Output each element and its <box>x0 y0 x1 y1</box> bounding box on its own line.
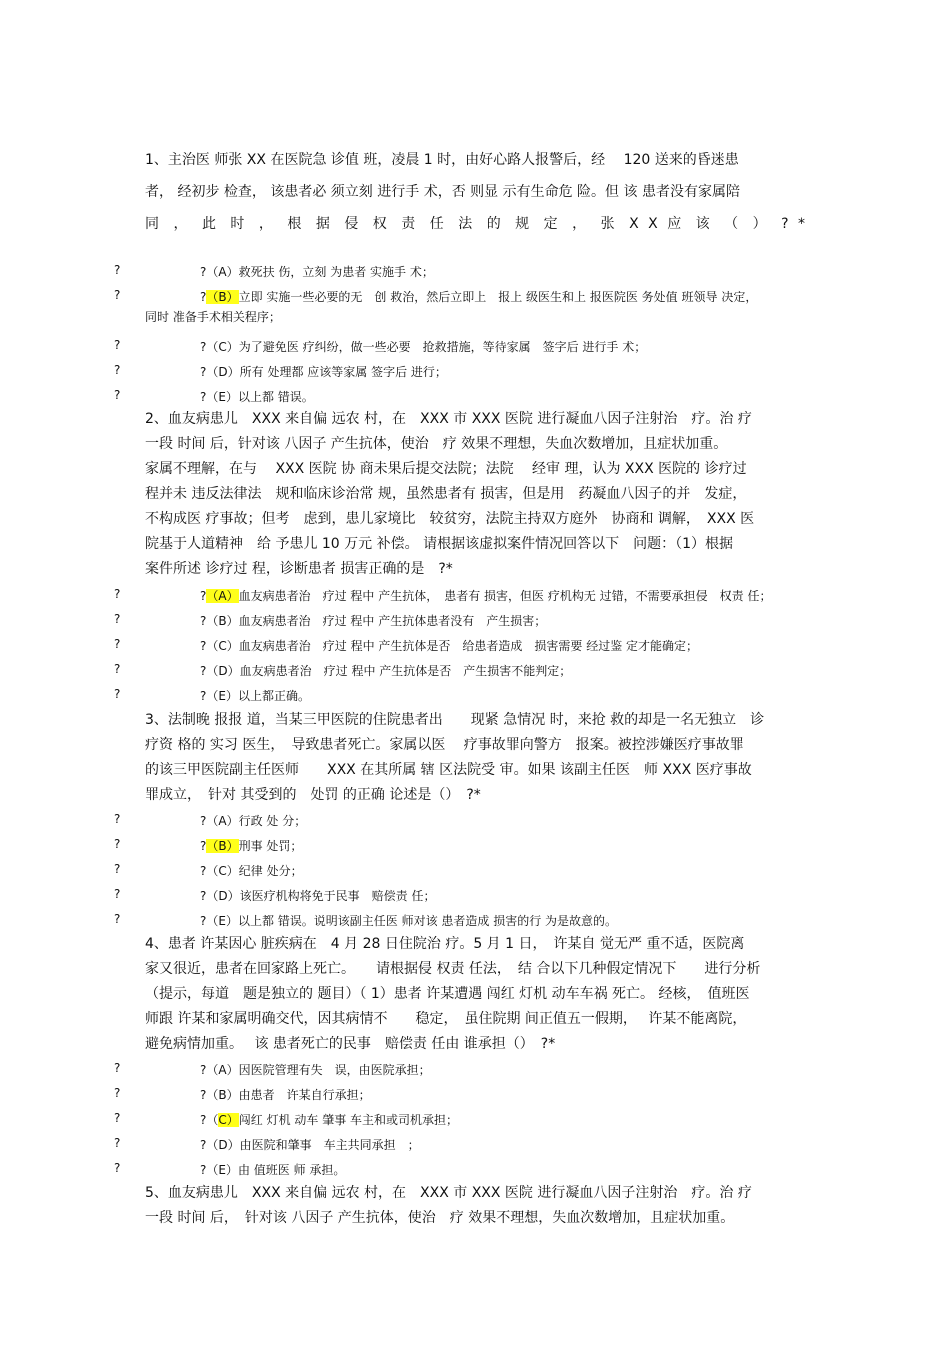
option-prefix: ?（D） <box>200 889 240 903</box>
option-highlight: （B） <box>206 839 239 853</box>
question-3-stem <box>145 708 805 808</box>
option-prefix: ? <box>200 290 207 304</box>
bullet-mark: ? <box>114 662 121 676</box>
question-4-stem <box>145 932 805 1057</box>
option-prefix: ?（A） <box>200 814 239 828</box>
question-3-line: 疗资 格的 实习 医生， 导致患者死亡。家属以医 疗事故罪向警方 报案。被控涉嫌医疗事故罪 <box>145 737 744 753</box>
question-1-line: 者， 经初步 检查， 该患者必 须立刻 进行手 术，否 则显 示有生命危 险。但 该 患者没有家属陪 <box>145 184 740 200</box>
option-text: 由患者 许某自行承担； <box>238 1088 371 1102</box>
option-prefix: ?（C） <box>200 864 239 878</box>
option-prefix: ? <box>200 589 207 603</box>
question-1-option-c[interactable] <box>0 338 950 362</box>
option-prefix: ?（ <box>200 1113 219 1127</box>
option-prefix: ?（E） <box>200 390 238 404</box>
question-4-line: 4、患者 许某因心 脏疾病在 4 月 28 日住院治 疗。5 月 1 日， 许某自 觉无严 重不适，医院离 <box>145 936 745 952</box>
bullet-mark: ? <box>114 912 121 926</box>
question-4-option-b[interactable] <box>0 1086 950 1110</box>
option-text: 血友病患者治 疗过 程中 产生抗体是否 给患者造成 损害需要 经过鉴 定才能确定； <box>238 639 699 653</box>
question-1-line: 同 ， 此 时 ， 根 据 侵 权 责 任 法 的 规 定 ， 张 X X 应 该 （ ） ? * <box>145 216 805 232</box>
option-prefix: ?（C） <box>200 639 239 653</box>
question-4-option-c[interactable] <box>0 1111 950 1135</box>
bullet-mark: ? <box>114 887 121 901</box>
option-prefix: ?（E） <box>200 689 238 703</box>
option-text: 以上都正确。 <box>237 689 310 703</box>
option-text: 因医院管理有失 误，由医院承担； <box>238 1063 431 1077</box>
question-5-line: 一段 时间 后， 针对该 八因子 产生抗体，使治 疗 效果不理想，失血次数增加，且症状加重。 <box>145 1210 735 1226</box>
bullet-mark: ? <box>114 1111 121 1125</box>
option-prefix: ? <box>200 839 207 853</box>
question-4-line: 家又很近，患者在回家路上死亡。 请根据侵 权责 任法， 结 合以下几种假定情况下 进行分析 <box>145 961 761 977</box>
option-text: 立即 实施一些必要的无 创 救治，然后立即上 报上 级医生和上 报医院医 务处值 班领导 决定， <box>238 290 758 304</box>
question-4-option-a[interactable] <box>0 1061 950 1085</box>
option-prefix: ?（D） <box>200 664 240 678</box>
question-1-option-a[interactable] <box>0 263 950 287</box>
bullet-mark: ? <box>114 837 121 851</box>
option-text: 闯红 灯机 动车 肇事 车主和或司机承担； <box>238 1113 459 1127</box>
question-3-option-a[interactable] <box>0 812 950 836</box>
option-text: 以上都 错误。说明该副主任医 师对该 患者造成 损害的行 为是故意的。 <box>237 914 618 928</box>
question-3-option-d[interactable] <box>0 887 950 911</box>
option-highlight: C） <box>218 1113 239 1127</box>
option-text: 救死扶 伤，立刻 为患者 实施手 术； <box>238 265 434 279</box>
question-2-option-c[interactable] <box>0 637 950 661</box>
option-prefix: ?（B） <box>200 1088 239 1102</box>
question-3-line: 3、法制晚 报报 道，当某三甲医院的住院患者出 现紧 急情况 时，来抢 救的却是一名无独立 诊 <box>145 712 765 728</box>
bullet-mark: ? <box>114 862 121 876</box>
option-text: 血友病患者治 疗过 程中 产生抗体是否 产生损害不能判定； <box>239 664 572 678</box>
bullet-mark: ? <box>114 263 121 277</box>
bullet-mark: ? <box>114 587 121 601</box>
bullet-mark: ? <box>114 363 121 377</box>
bullet-mark: ? <box>114 1086 121 1100</box>
option-prefix: ?（A） <box>200 1063 239 1077</box>
question-2-option-b[interactable] <box>0 612 950 636</box>
option-prefix: ?（C） <box>200 340 239 354</box>
question-1-option-b[interactable] <box>0 288 950 332</box>
question-4-line: 避免病情加重。 该 患者死亡的民事 赔偿责 任由 谁承担（） ?* <box>145 1036 556 1052</box>
question-3-option-b[interactable] <box>0 837 950 861</box>
option-text: 由医院和肇事 车主共同承担 ； <box>239 1138 420 1152</box>
question-2-line: 一段 时间 后，针对该 八因子 产生抗体，使治 疗 效果不理想，失血次数增加，且症状加重。 <box>145 436 728 452</box>
bullet-mark: ? <box>114 637 121 651</box>
question-3-line: 罪成立， 针对 其受到的 处罚 的正确 论述是（） ?* <box>145 787 481 803</box>
option-text: 行政 处 分； <box>238 814 307 828</box>
question-2-line: 程并未 违反法律法 规和临床诊治常 规，虽然患者有 损害，但是用 药凝血八因子的并 发症， <box>145 486 747 502</box>
option-text: 所有 处理都 应该等家属 签字后 进行； <box>239 365 447 379</box>
question-2-line: 家属不理解，在与 XXX 医院 协 商未果后提交法院；法院 经审 理，认为 XXX 医院的 诊疗过 <box>145 461 747 477</box>
option-text: 为了避免医 疗纠纷，做一些必要 抢救措施，等待家属 签字后 进行手 术； <box>238 340 647 354</box>
option-highlight: （A） <box>206 589 239 603</box>
bullet-mark: ? <box>114 1136 121 1150</box>
question-5-stem <box>145 1181 805 1231</box>
question-2-line: 院基于人道精神 给 予患儿 10 万元 补偿。 请根据该虚拟案件情况回答以下 问题：（1）根据 <box>145 536 733 552</box>
option-prefix: ?（A） <box>200 265 239 279</box>
option-prefix: ?（E） <box>200 914 238 928</box>
question-2-line: 案件所述 诊疗过 程，诊断患者 损害正确的是 ?* <box>145 561 453 577</box>
option-prefix: ?（E） <box>200 1163 238 1177</box>
bullet-mark: ? <box>114 1061 121 1075</box>
option-prefix: ?（B） <box>200 614 239 628</box>
question-2-stem <box>145 407 805 582</box>
option-text: 血友病患者治 疗过 程中 产生抗体， 患者有 损害，但医 疗机构无 过错，不需要承担侵 权责 任； <box>238 589 772 603</box>
option-text: 由 值班医 师 承担。 <box>237 1163 346 1177</box>
option-prefix: ?（D） <box>200 365 240 379</box>
bullet-mark: ? <box>114 388 121 402</box>
option-text: 纪律 处分； <box>238 864 303 878</box>
question-4-option-d[interactable] <box>0 1136 950 1160</box>
option-highlight: （B） <box>206 290 239 304</box>
question-2-line: 不构成医 疗事故；但考 虑到，患儿家境比 较贫穷，法院主持双方庭外 协商和 调解， XXX 医 <box>145 511 755 527</box>
question-5-line: 5、血友病患儿 XXX 来自偏 远农 村，在 XXX 市 XXX 医院 进行凝血八因子注射治 疗。治 疗 <box>145 1185 752 1201</box>
question-1-line: 1、主治医 师张 XX 在医院急 诊值 班，凌晨 1 时，由好心路人报警后，经 120 送来的昏迷患 <box>145 152 739 168</box>
option-text: 刑事 处罚； <box>238 839 303 853</box>
question-4-line: 师跟 许某和家属明确交代，因其病情不 稳定， 虽住院期 间正值五一假期， 许某不能离院， <box>145 1011 747 1027</box>
bullet-mark: ? <box>114 612 121 626</box>
bullet-mark: ? <box>114 687 121 701</box>
option-text: 以上都 错误。 <box>237 390 314 404</box>
question-3-line: 的该三甲医院副主任医师 XXX 在其所属 辖 区法院受 审。如果 该副主任医 师 XXX 医疗事故 <box>145 762 752 778</box>
question-3-option-c[interactable] <box>0 862 950 886</box>
option-text: 血友病患者治 疗过 程中 产生抗体患者没有 产生损害； <box>238 614 547 628</box>
question-2-option-d[interactable] <box>0 662 950 686</box>
question-4-line: （提示，每道 题是独立的 题目）（ 1）患者 许某遭遇 闯红 灯机 动车车祸 死亡。 经核， 值班医 <box>145 986 750 1002</box>
bullet-mark: ? <box>114 812 121 826</box>
question-1-stem <box>145 144 805 240</box>
bullet-mark: ? <box>114 1161 121 1175</box>
question-2-line: 2、血友病患儿 XXX 来自偏 远农 村，在 XXX 市 XXX 医院 进行凝血八因子注射治 疗。治 疗 <box>145 411 752 427</box>
question-1-option-d[interactable] <box>0 363 950 387</box>
option-text: 该医疗机构将免于民事 赔偿责 任； <box>239 889 436 903</box>
question-2-option-a[interactable] <box>0 587 950 611</box>
option-continuation: 同时 准备手术相关程序； <box>145 310 281 324</box>
bullet-mark: ? <box>114 288 121 302</box>
option-prefix: ?（D） <box>200 1138 240 1152</box>
bullet-mark: ? <box>114 338 121 352</box>
